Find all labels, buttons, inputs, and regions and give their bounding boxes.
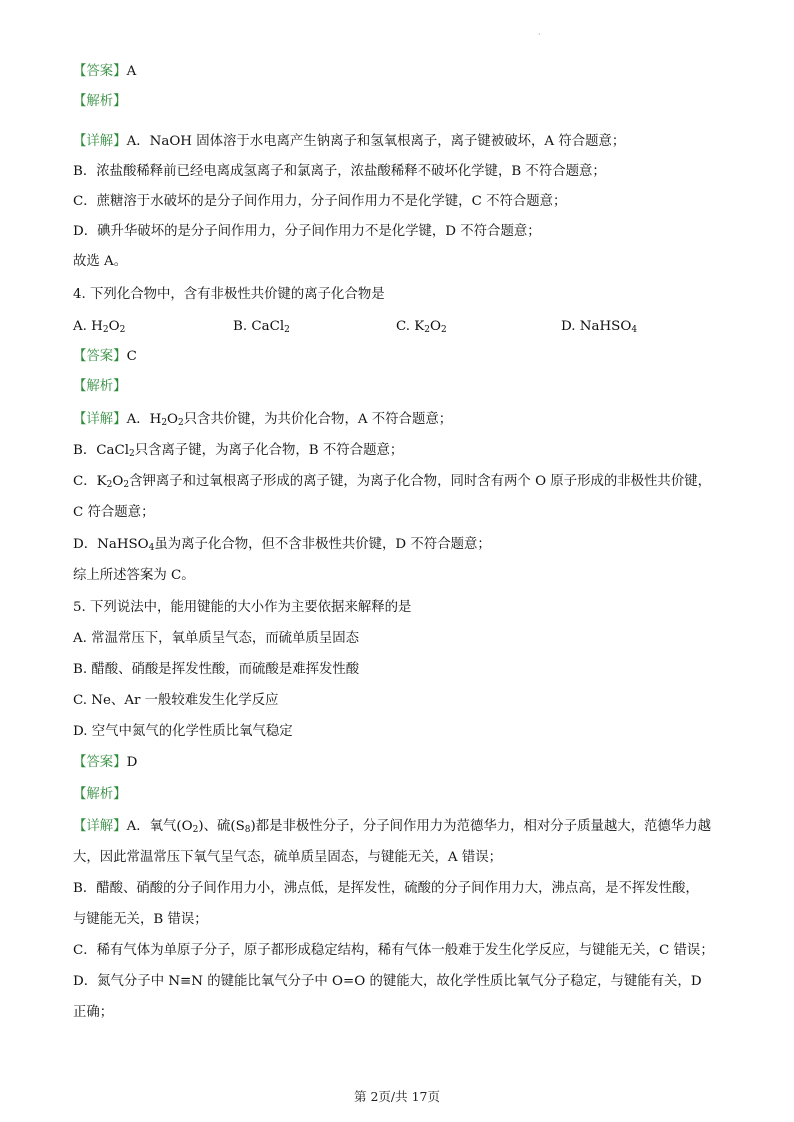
question-5-stem: 5. 下列说法中，能用键能的大小作为主要依据来解释的是 [73,600,412,615]
scan-dot: · [538,30,541,39]
option-b: B. 醋酸、硝酸是挥发性酸，而硫酸是难挥发性酸 [73,662,360,677]
detail-line: 【详解】A．氧气$(O_2)$、硫$(S_8)$都是非极性分子，分子间作用力为范德华力，相对分子质量越大，范德华力越 [73,819,711,835]
question-4-stem: 4. 下列化合物中，含有非极性共价键的离子化合物是 [73,287,385,302]
answer-label: 【答案】 [73,64,127,79]
option-d: D. 空气中氮气的化学性质比氧气稳定 [73,724,293,739]
detail-line: 正确； [73,1005,114,1020]
detail-line: B．浓盐酸稀释前已经电离成氢离子和氯离子，浓盐酸稀释不破坏化学键，B 不符合题意； [73,164,606,179]
detail-line: D．碘升华破坏的是分子间作用力，分子间作用力不是化学键，D 不符合题意； [73,224,541,239]
detail-label: 【详解】 [73,819,127,834]
detail-line: C．蔗糖溶于水破坏的是分子间作用力，分子间作用力不是化学键，C 不符合题意； [73,194,567,209]
detail-line: C．$K_2O_2$含钾离子和过氧根离子形成的离子键，为离子化合物，同时含有两个 O 原子形成的非极性共价键， [73,474,711,490]
page-number-footer: 第 2页/共 17页 [353,1089,441,1104]
detail-line: C 符合题意； [73,505,155,520]
option-a: A. 常温常压下，氧单质呈气态，而硫单质呈固态 [73,631,359,646]
option-c: C. $K_2O_2$ [396,319,447,335]
detail-label: 【详解】 [73,134,127,149]
detail-line: 【详解】A．NaOH 固体溶于水电离产生钠离子和氢氧根离子，离子键被破坏，A 符合题意； [73,134,626,149]
analysis-label: 【解析】 [73,379,127,394]
option-b: B. CaCl$_2$ [233,319,290,335]
answer-line-q5: 【答案】D [73,755,138,770]
option-a: A. $H_2O_2$ [73,319,126,335]
detail-line: 大，因此常温常压下氧气呈气态，硫单质呈固态，与键能无关，A 错误； [73,850,503,865]
analysis-label: 【解析】 [73,787,127,802]
option-c: C. Ne、Ar 一般较难发生化学反应 [73,693,279,708]
answer-label: 【答案】 [73,349,127,364]
detail-line: 【详解】A．$H_2O_2$只含共价键，为共价化合物，A 不符合题意； [73,412,453,428]
detail-line: B．醋酸、硝酸的分子间作用力小，沸点低，是挥发性，硫酸的分子间作用力大，沸点高，是不挥发性酸， [73,881,699,896]
answer-line-q4: 【答案】C [73,349,137,364]
answer-label: 【答案】 [73,755,127,770]
conclusion-line: 故选 A。 [73,254,128,269]
detail-line: B．CaCl$_2$只含离子键，为离子化合物，B 不符合题意； [73,443,404,459]
detail-label: 【详解】 [73,412,127,427]
detail-line: C．稀有气体为单原子分子，原子都形成稳定结构，稀有气体一般难于发生化学反应，与键能无关，C 错误； [73,943,714,958]
option-d: D. NaHSO$_4$ [561,319,638,335]
detail-line: 与键能无关，B 错误； [73,912,208,927]
analysis-label: 【解析】 [73,94,127,109]
detail-line: D．氮气分子中 N≡N 的键能比氧气分子中 O=O 的键能大，故化学性质比氧气分子稳定，与键能有关，D [73,974,702,989]
answer-line-q3: 【答案】A [73,64,137,79]
conclusion-line: 综上所述答案为 C。 [73,568,195,583]
detail-line: D．NaHSO$_4$虽为离子化合物，但不含非极性共价键，D 不符合题意； [73,537,491,553]
